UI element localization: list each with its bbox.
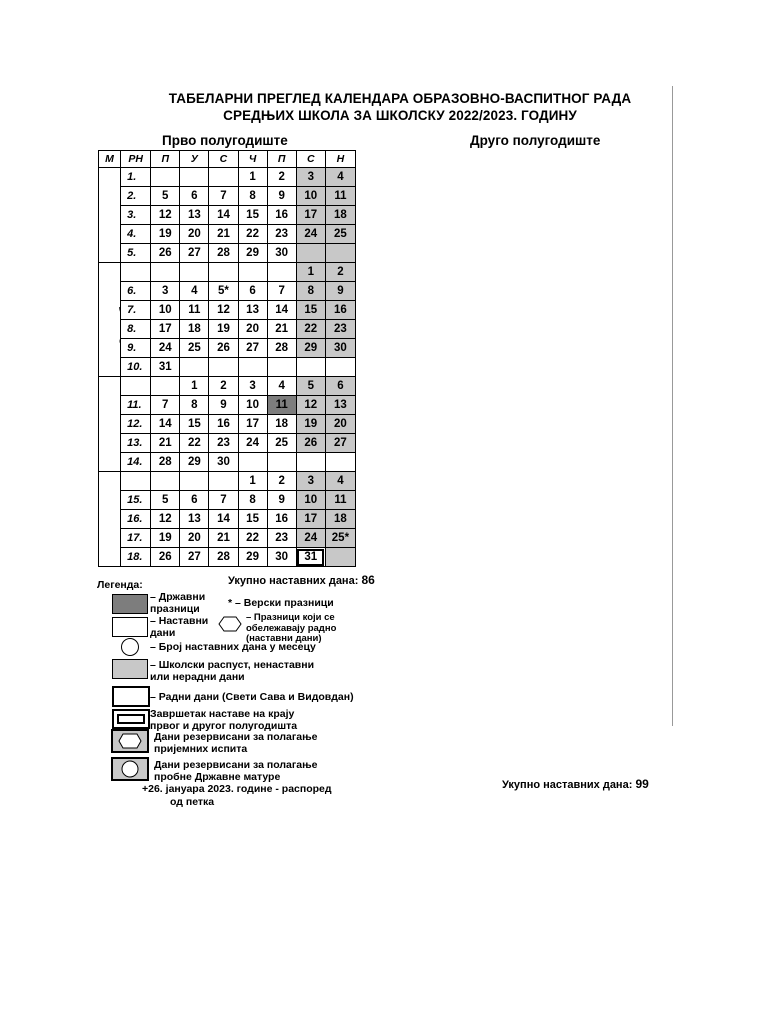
- day-cell: [209, 263, 238, 282]
- day-cell: 4: [325, 168, 355, 187]
- title-line-1: ТАБЕЛАРНИ ПРЕГЛЕД КАЛЕНДАРА ОБРАЗОВНО-ВАСПИТНОГ РАДА: [168, 91, 632, 106]
- day-cell: 23: [209, 434, 238, 453]
- day-cell: 5: [151, 187, 180, 206]
- day-cell: 9: [209, 396, 238, 415]
- day-cell: 6: [238, 282, 267, 301]
- week-number: [121, 377, 151, 396]
- day-cell: 19: [151, 529, 180, 548]
- day-cell: 24: [151, 339, 180, 358]
- day-cell: 10: [238, 396, 267, 415]
- day-cell: 20: [180, 225, 209, 244]
- day-cell: [267, 453, 296, 472]
- day-cell: 15: [238, 510, 267, 529]
- day-cell: [325, 244, 355, 263]
- day-cell: 26: [209, 339, 238, 358]
- col-header: У: [180, 151, 209, 168]
- day-cell: [209, 168, 238, 187]
- day-cell: 12: [151, 206, 180, 225]
- day-cell: 23: [267, 529, 296, 548]
- total2-label: Укупно наставних дана:: [502, 779, 633, 791]
- first-half-title: Прво полугодиште: [162, 133, 288, 148]
- day-cell: 5*: [209, 282, 238, 301]
- legend-count: – Број наставних дана у месецу: [150, 641, 316, 653]
- day-cell: 5: [296, 377, 325, 396]
- day-cell: 17: [296, 206, 325, 225]
- day-cell: [296, 453, 325, 472]
- day-cell: 31: [296, 548, 325, 567]
- week-number: 1.: [121, 168, 151, 187]
- day-cell: 14: [209, 510, 238, 529]
- col-header: Ч: [238, 151, 267, 168]
- day-cell: 15: [180, 415, 209, 434]
- day-cell: 27: [180, 548, 209, 567]
- day-cell: 21: [209, 529, 238, 548]
- day-cell: 7: [209, 187, 238, 206]
- day-cell: 20: [238, 320, 267, 339]
- day-cell: 25: [267, 434, 296, 453]
- week-number: 11.: [121, 396, 151, 415]
- week-number: 15.: [121, 491, 151, 510]
- month-label: [99, 168, 121, 263]
- week-row: [99, 491, 356, 510]
- week-row: [99, 377, 356, 396]
- day-cell: 27: [325, 434, 355, 453]
- day-cell: [238, 453, 267, 472]
- total2-value: 99: [635, 777, 649, 791]
- week-number: 16.: [121, 510, 151, 529]
- day-cell: 22: [180, 434, 209, 453]
- total1-value: 86: [361, 573, 375, 587]
- col-header: РН: [121, 151, 151, 168]
- day-cell: [151, 168, 180, 187]
- day-cell: 16: [267, 510, 296, 529]
- day-cell: 13: [180, 206, 209, 225]
- day-cell: [267, 263, 296, 282]
- footnote-line-1: +26. јануара 2023. године - распоред: [142, 783, 332, 795]
- day-cell: 3: [151, 282, 180, 301]
- month-label: [99, 377, 121, 472]
- week-row: [99, 225, 356, 244]
- second-half-title: Друго полугодиште: [470, 133, 601, 148]
- day-cell: [180, 263, 209, 282]
- legend-marked-holidays: – Празници који се обележавају радно (наставни дани): [246, 612, 337, 644]
- day-cell: 20: [325, 415, 355, 434]
- day-cell: 18: [325, 206, 355, 225]
- day-cell: 4: [267, 377, 296, 396]
- day-cell: 31: [151, 358, 180, 377]
- col-header: М: [99, 151, 121, 168]
- week-row: [99, 529, 356, 548]
- day-cell: 27: [180, 244, 209, 263]
- legend-religious: * – Верски празници: [228, 597, 334, 609]
- day-cell: 10: [296, 187, 325, 206]
- col-header: П: [267, 151, 296, 168]
- day-cell: 29: [180, 453, 209, 472]
- week-number: 12.: [121, 415, 151, 434]
- day-cell: 13: [238, 301, 267, 320]
- total-second-half: [502, 777, 649, 791]
- day-cell: 26: [151, 244, 180, 263]
- day-cell: 11: [325, 187, 355, 206]
- day-cell: 20: [180, 529, 209, 548]
- day-cell: 27: [238, 339, 267, 358]
- day-cell: 3: [296, 472, 325, 491]
- day-cell: [325, 358, 355, 377]
- day-cell: 6: [180, 187, 209, 206]
- day-cell: 1: [238, 472, 267, 491]
- day-cell: 1: [180, 377, 209, 396]
- day-cell: 14: [209, 206, 238, 225]
- day-cell: 6: [325, 377, 355, 396]
- week-number: 4.: [121, 225, 151, 244]
- col-header: П: [151, 151, 180, 168]
- day-cell: [209, 358, 238, 377]
- day-cell: 11: [180, 301, 209, 320]
- week-number: 13.: [121, 434, 151, 453]
- day-cell: 7: [151, 396, 180, 415]
- day-cell: 11: [267, 396, 296, 415]
- week-row: [99, 472, 356, 491]
- week-row: [99, 168, 356, 187]
- day-cell: 16: [209, 415, 238, 434]
- week-row: [99, 206, 356, 225]
- week-row: [99, 301, 356, 320]
- day-cell: 30: [325, 339, 355, 358]
- day-cell: 30: [267, 244, 296, 263]
- day-cell: 7: [209, 491, 238, 510]
- end-of-term-swatch: [112, 709, 150, 729]
- day-cell: 9: [267, 491, 296, 510]
- day-cell: [151, 263, 180, 282]
- day-cell: 22: [238, 225, 267, 244]
- day-cell: 23: [325, 320, 355, 339]
- legend-working: – Радни дани (Свети Сава и Видовдан): [150, 691, 354, 703]
- week-row: [99, 453, 356, 472]
- week-number: 17.: [121, 529, 151, 548]
- day-cell: 5: [151, 491, 180, 510]
- week-number: 9.: [121, 339, 151, 358]
- day-cell: 29: [238, 244, 267, 263]
- matura-swatch: [111, 757, 149, 781]
- day-cell: 22: [238, 529, 267, 548]
- week-number: 3.: [121, 206, 151, 225]
- day-cell: 10: [296, 491, 325, 510]
- week-row: [99, 358, 356, 377]
- title-line-2: СРЕДЊИХ ШКОЛА ЗА ШКОЛСКУ 2022/2023. ГОДИНУ: [223, 108, 577, 123]
- day-cell: 2: [325, 263, 355, 282]
- day-cell: 29: [296, 339, 325, 358]
- day-cell: [151, 472, 180, 491]
- day-cell: 2: [267, 168, 296, 187]
- week-number: 10.: [121, 358, 151, 377]
- day-cell: 2: [267, 472, 296, 491]
- month-label: [99, 263, 121, 377]
- working-swatch: [112, 686, 150, 707]
- day-cell: 26: [151, 548, 180, 567]
- day-cell: 10: [151, 301, 180, 320]
- week-row: [99, 510, 356, 529]
- day-cell: 25: [180, 339, 209, 358]
- day-cell: 13: [180, 510, 209, 529]
- day-cell: 18: [180, 320, 209, 339]
- col-header: С: [209, 151, 238, 168]
- day-cell: [325, 548, 355, 567]
- month-label: [99, 472, 121, 567]
- footnote: [142, 783, 332, 809]
- day-cell: 29: [238, 548, 267, 567]
- day-cell: 13: [325, 396, 355, 415]
- day-cell: 23: [267, 225, 296, 244]
- day-cell: 7: [267, 282, 296, 301]
- week-row: [99, 548, 356, 567]
- day-cell: 1: [238, 168, 267, 187]
- teaching-day-swatch: [112, 617, 148, 637]
- week-number: 2.: [121, 187, 151, 206]
- first-half-calendar: [98, 150, 356, 567]
- count-circle-swatch: [121, 638, 139, 656]
- day-cell: 17: [296, 510, 325, 529]
- day-cell: [296, 358, 325, 377]
- day-cell: 25*: [325, 529, 355, 548]
- day-cell: 25: [325, 225, 355, 244]
- day-cell: [296, 244, 325, 263]
- day-cell: 30: [267, 548, 296, 567]
- legend-matura: Дани резервисани за полагање пробне Државне матуре: [154, 759, 318, 783]
- week-row: [99, 320, 356, 339]
- week-number: [121, 472, 151, 491]
- day-cell: 8: [180, 396, 209, 415]
- week-row: [99, 282, 356, 301]
- day-cell: [151, 377, 180, 396]
- week-number: [121, 263, 151, 282]
- week-row: [99, 434, 356, 453]
- week-row: [99, 415, 356, 434]
- day-cell: 14: [151, 415, 180, 434]
- legend-teaching-days: – Наставни дани: [150, 615, 209, 639]
- week-row: [99, 396, 356, 415]
- week-number: 7.: [121, 301, 151, 320]
- day-cell: 22: [296, 320, 325, 339]
- week-number: 8.: [121, 320, 151, 339]
- legend-entrance: Дани резервисани за полагање пријемних испита: [154, 731, 318, 755]
- day-cell: 4: [180, 282, 209, 301]
- day-cell: 16: [325, 301, 355, 320]
- day-cell: 17: [151, 320, 180, 339]
- day-cell: 12: [209, 301, 238, 320]
- day-cell: 3: [296, 168, 325, 187]
- day-cell: 30: [209, 453, 238, 472]
- legend-break: – Школски распуст, ненаставни или нерадни дани: [150, 659, 315, 683]
- footnote-line-2: од петка: [170, 796, 215, 808]
- day-cell: [180, 472, 209, 491]
- state-holiday-swatch: [112, 594, 148, 614]
- day-cell: 6: [180, 491, 209, 510]
- legend-title: Легенда:: [97, 579, 143, 591]
- week-row: [99, 339, 356, 358]
- day-cell: 8: [238, 491, 267, 510]
- day-cell: [238, 358, 267, 377]
- day-cell: 9: [267, 187, 296, 206]
- week-row: [99, 187, 356, 206]
- day-cell: 12: [296, 396, 325, 415]
- week-number: 18.: [121, 548, 151, 567]
- week-number: 14.: [121, 453, 151, 472]
- day-cell: 8: [296, 282, 325, 301]
- day-cell: 19: [296, 415, 325, 434]
- day-cell: 15: [238, 206, 267, 225]
- diamond-swatch: [215, 614, 245, 634]
- week-row: [99, 263, 356, 282]
- day-cell: 28: [209, 244, 238, 263]
- day-cell: 24: [296, 529, 325, 548]
- day-cell: [238, 263, 267, 282]
- day-cell: 19: [209, 320, 238, 339]
- day-cell: 28: [209, 548, 238, 567]
- total1-label: Укупно наставних дана:: [228, 575, 359, 587]
- day-cell: 28: [267, 339, 296, 358]
- day-cell: 21: [151, 434, 180, 453]
- day-cell: [180, 358, 209, 377]
- week-number: 6.: [121, 282, 151, 301]
- day-cell: 18: [325, 510, 355, 529]
- day-cell: 3: [238, 377, 267, 396]
- day-cell: 12: [151, 510, 180, 529]
- day-cell: 15: [296, 301, 325, 320]
- day-cell: 26: [296, 434, 325, 453]
- total-first-half: [228, 573, 375, 587]
- page-edge: [672, 86, 673, 726]
- col-header: Н: [325, 151, 355, 168]
- week-row: [99, 244, 356, 263]
- day-cell: [267, 358, 296, 377]
- week-number: 5.: [121, 244, 151, 263]
- day-cell: 21: [209, 225, 238, 244]
- day-cell: 18: [267, 415, 296, 434]
- entrance-swatch: [111, 729, 149, 753]
- day-cell: 19: [151, 225, 180, 244]
- day-cell: 17: [238, 415, 267, 434]
- day-cell: 14: [267, 301, 296, 320]
- col-header: С: [296, 151, 325, 168]
- break-swatch: [112, 659, 148, 679]
- legend-end-of-term: Завршетак наставе на крају првог и другог полугодишта: [150, 708, 298, 732]
- day-cell: 16: [267, 206, 296, 225]
- day-cell: 24: [238, 434, 267, 453]
- day-cell: 21: [267, 320, 296, 339]
- day-cell: 28: [151, 453, 180, 472]
- legend-state-holidays: – Државни празници: [150, 591, 206, 615]
- day-cell: 2: [209, 377, 238, 396]
- day-cell: [325, 453, 355, 472]
- day-cell: 9: [325, 282, 355, 301]
- day-cell: 8: [238, 187, 267, 206]
- day-cell: [209, 472, 238, 491]
- day-cell: 24: [296, 225, 325, 244]
- day-cell: 11: [325, 491, 355, 510]
- day-cell: 4: [325, 472, 355, 491]
- day-cell: [180, 168, 209, 187]
- day-cell: 1: [296, 263, 325, 282]
